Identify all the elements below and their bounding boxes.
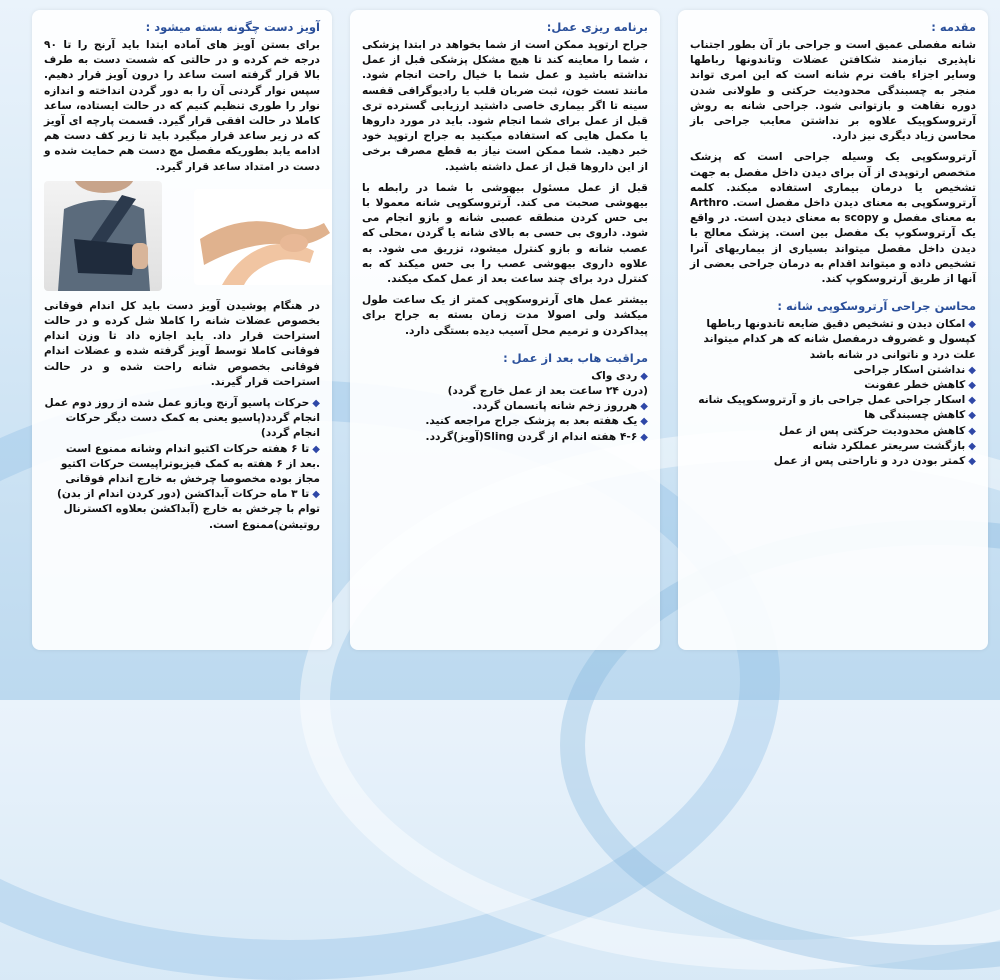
- planning-panel: [350, 10, 660, 650]
- diamond-bullet-icon: ◆: [312, 489, 320, 501]
- intro-paragraph: شانه مفصلی عمیق است و جراحی باز آن بطور اجتناب ناپذیری نیازمند شکافتن عضلات وتاندونها رباطها وسایر اجزاء بافت نرم شانه است که این امری تواند منجر به چسبندگی محدودیت حرکتی و طولانی شدن دوره نقاهت و بازتوانی شود. جراحی شانه به روش آرتروسکوپیک علاوه بر نداشتن معایب جراحی باز محاسن زیاد دیگری نیز دارد.: [690, 39, 976, 143]
- list-item: ◆اسکار جراحی عمل جراحی باز و آرتروسکوپیک شانه: [698, 394, 976, 407]
- arthroscopy-definition: آرتروسکوپی یک وسیله جراحی است که پزشک متخصص ارتوپدی از آن برای دیدن داخل مفصل به جهت تشخیص یا درمان بیماری استفاده میکند. کلمه آرتروسکوپی به معنای دیدن داخل مفصل است. Arthro به معنای مفصل و scopy به معنای دیدن است. در واقع یک آرتروسکوپ یک مفصل بین است. پزشک معالج با دیدن داخل مفصل میتواند بسیاری از بیماریهای آنرا تشخیص داده و میتواند اقدام به درمان جراحی بعضی از آنها از طریق آرتروسکوپ کند.: [690, 151, 976, 286]
- list-item: ◆تا ۳ ماه حرکات آبداکشن (دور کردن اندام از بدن) توام با چرخش به خارج (آبداکشن بعلاوه اکسترنال روتیشن)ممنوع است.: [57, 488, 320, 531]
- hands-photo: [194, 189, 332, 285]
- anesthesia-paragraph: قبل از عمل مسئول بیهوشی با شما در رابطه با بیهوشی صحبت می کند. آرتروسکوپی شانه معمولا با بی حس کردن منطقه عصبی شانه و بازو انجام می شود. داروی بی حسی به بالای شانه یا گردن ،محلی که عصب شانه و بازو کنترل میشود، تزریق می شود. به علاوه داروی بیهوشی عصب را بی حس میکند که به کنترل درد برای چند ساعت بعد از عمل کمک میکند.: [362, 181, 648, 286]
- list-item: (درن ۲۴ ساعت بعد از عمل خارج گردد): [447, 385, 648, 398]
- planning-title: برنامه ریزی عمل:: [546, 20, 648, 34]
- list-item: ◆نداشتن اسکار جراحی: [853, 363, 976, 376]
- list-item: ◆حرکات پاسیو آرنج وبازو عمل شده از روز دوم عمل انجام گردد(پاسیو یعنی به کمک دست دیگر حرکات انجام گردد): [44, 397, 320, 440]
- list-item: ◆تا ۶ هفته حرکات اکتیو اندام وشانه ممنوع است .بعد از ۶ هفته به کمک فیزیوتراپیست حرکات اکتیو مجاز بوده مخصوصا چرخش به خارج اندام فوقانی: [60, 442, 320, 486]
- list-item: ◆بازگشت سریعتر عملکرد شانه: [812, 439, 976, 452]
- diamond-bullet-icon: ◆: [968, 395, 976, 407]
- list-item: ◆امکان دیدن و تشخیص دقیق ضایعه تاندونها رباطها کپسول و غضروف درمفصل شانه که هر کدام میتواند علت درد و ناتوانی در شانه باشد: [703, 318, 976, 361]
- diamond-bullet-icon: ◆: [640, 431, 648, 443]
- sling-panel: [32, 10, 332, 650]
- exercise-list: [44, 396, 320, 533]
- sling-paragraph: برای بستن آویز های آماده ابتدا باید آرنج را تا ۹۰ درجه خم کرده و در حالتی که شست دست به طرف بالا قرار گرفته است ساعد را درون آویز قرار دهیم. سپس نوار گردنی آن را به دور گردن انداخته و اندازه نوار را طوری تنظیم کنیم که در حالت ایستاده، ساعد کاملا در حالت افقی قرار گیرد. قسمت پارچه ای آویز که در زیر ساعد قرار میگیرد باید تا زیر کف دست هم ادامه یابد بطوریکه مفصل مچ دست هم حمایت شده و دست در امتداد ساعد قرار گیرد.: [44, 39, 320, 173]
- diamond-bullet-icon: ◆: [968, 440, 976, 452]
- advantages-title: محاسن جراحی آرتروسکوپی شانه :: [777, 299, 976, 314]
- diamond-bullet-icon: ◆: [640, 370, 648, 382]
- diamond-bullet-icon: ◆: [312, 398, 320, 410]
- list-item: ◆کمتر بودن درد و ناراحتی پس از عمل: [773, 455, 976, 468]
- duration-paragraph: بیشتر عمل های آرتروسکوپی کمتر از یک ساعت طول میکشد ولی اصولا مدت زمان بسته به جراح برای پیداکردن و ترمیم محل آسیب دیده بستگی دارد.: [362, 294, 648, 337]
- diamond-bullet-icon: ◆: [968, 364, 976, 376]
- diamond-bullet-icon: ◆: [968, 410, 976, 422]
- postop-care-list: [362, 369, 648, 445]
- list-item: ◆کاهش محدودیت حرکتی پس از عمل: [778, 424, 976, 437]
- diamond-bullet-icon: ◆: [968, 380, 976, 392]
- illustrations: [44, 181, 320, 291]
- intro-panel: [678, 10, 988, 650]
- diamond-bullet-icon: ◆: [640, 416, 648, 428]
- list-item: ◆۴-۶ هفته اندام از گردن Sling(آویز)گردد.: [425, 430, 648, 443]
- diamond-bullet-icon: ◆: [968, 319, 976, 331]
- diamond-bullet-icon: ◆: [968, 456, 976, 468]
- planning-paragraph: جراح ارتوپد ممکن است از شما بخواهد در ابتدا پزشکی ، شما را معاینه کند تا هیچ مشکل پزشکی قبل از عمل نداشته باشید و عمل شما با خیال راحت انجام شود. مانند تست خون، ثبت ضربان قلب یا رادیوگرافی قفسه سینه تا اگر بیماری خاصی داشتید ارزیابی گسترده تری قبل از عمل برای شما انجام شود. باید در مورد داروها یا مکمل هایی که استفاده میکنید به جراح ارتوپد خود خبر دهید. شما ممکن است نیاز به قطع مصرف برخی از این داروها قبل از عمل داشته باشید.: [362, 39, 648, 173]
- diamond-bullet-icon: ◆: [312, 443, 320, 455]
- arm-sling-photo: [44, 181, 162, 291]
- advantages-list: [690, 317, 976, 469]
- list-item: ◆یک هفته بعد به پزشک جراح مراجعه کنید.: [425, 415, 648, 428]
- list-item: ◆کاهش چسبندگی ها: [864, 409, 976, 422]
- postop-care-title: مراقبت هاب بعد از عمل :: [503, 350, 648, 365]
- list-item: ◆ردی واک: [591, 369, 648, 382]
- sling-title: آویز دست چگونه بسته میشود :: [145, 20, 320, 34]
- wearing-sling-paragraph: در هنگام پوشیدن آویز دست باید کل اندام فوقانی بخصوص عضلات شانه را کاملا شل کرده و در حالت استراحت قرار داد. باید اجازه داد تا وزن اندام فوقانی کاملا توسط آویز گرفته شده و عضلات اندام فوقانی بخصوص شانه راحت شده و در حالت استراحت قرار گیرند.: [44, 299, 320, 388]
- list-item: ◆کاهش خطر عفونت: [864, 379, 976, 392]
- diamond-bullet-icon: ◆: [968, 425, 976, 437]
- diamond-bullet-icon: ◆: [640, 401, 648, 413]
- list-item: ◆هرروز زخم شانه پانسمان گردد.: [472, 400, 648, 413]
- intro-title: مقدمه :: [931, 20, 976, 34]
